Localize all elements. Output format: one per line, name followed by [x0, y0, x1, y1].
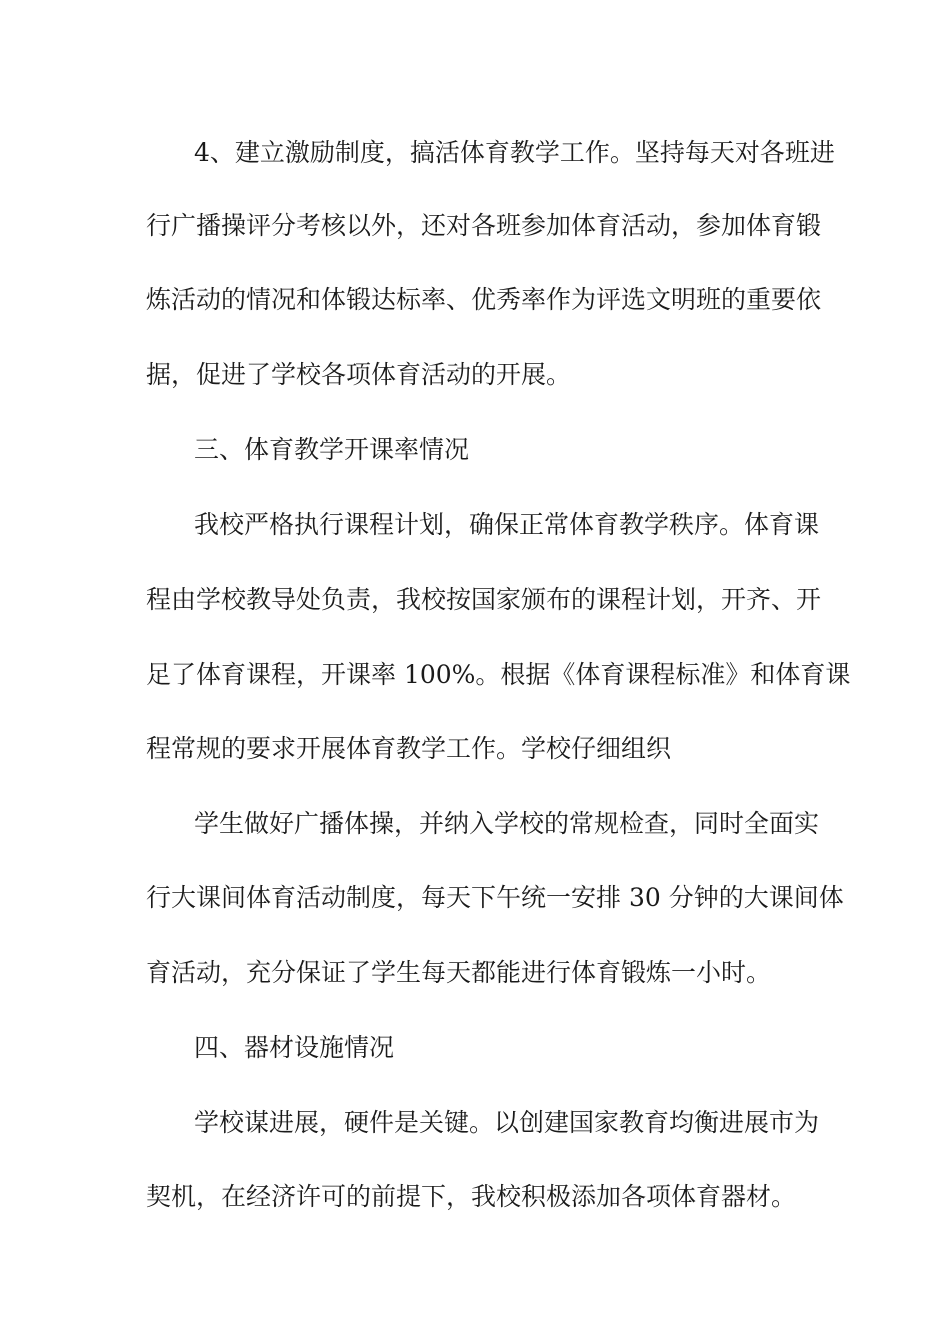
paragraph-line: 炼活动的情况和体锻达标率、优秀率作为评选文明班的重要依	[146, 285, 822, 314]
paragraph-line: 4、建立激励制度，搞活体育教学工作。坚持每天对各班进	[194, 138, 835, 167]
paragraph-line: 行大课间体育活动制度，每天下午统一安排 30 分钟的大课间体	[146, 883, 844, 912]
paragraph-line: 育活动，充分保证了学生每天都能进行体育锻炼一小时。	[146, 958, 772, 987]
paragraph-line: 行广播操评分考核以外，还对各班参加体育活动，参加体育锻	[146, 211, 822, 240]
paragraph-line: 程常规的要求开展体育教学工作。学校仔细组织	[146, 734, 672, 763]
section-heading: 四、器材设施情况	[194, 1033, 395, 1062]
section-heading: 三、体育教学开课率情况	[194, 435, 470, 464]
paragraph-line: 程由学校教导处负责，我校按国家颁布的课程计划，开齐、开	[146, 585, 822, 614]
paragraph-line: 足了体育课程，开课率 100%。根据《体育课程标准》和体育课	[146, 660, 851, 689]
paragraph-line: 据，促进了学校各项体育活动的开展。	[146, 360, 572, 389]
paragraph-line: 契机，在经济许可的前提下，我校积极添加各项体育器材。	[146, 1182, 797, 1211]
paragraph-line: 学生做好广播体操，并纳入学校的常规检查，同时全面实	[194, 809, 820, 838]
paragraph-line: 学校谋进展，硬件是关键。以创建国家教育均衡进展市为	[194, 1108, 820, 1137]
paragraph-line: 我校严格执行课程计划，确保正常体育教学秩序。体育课	[194, 510, 820, 539]
